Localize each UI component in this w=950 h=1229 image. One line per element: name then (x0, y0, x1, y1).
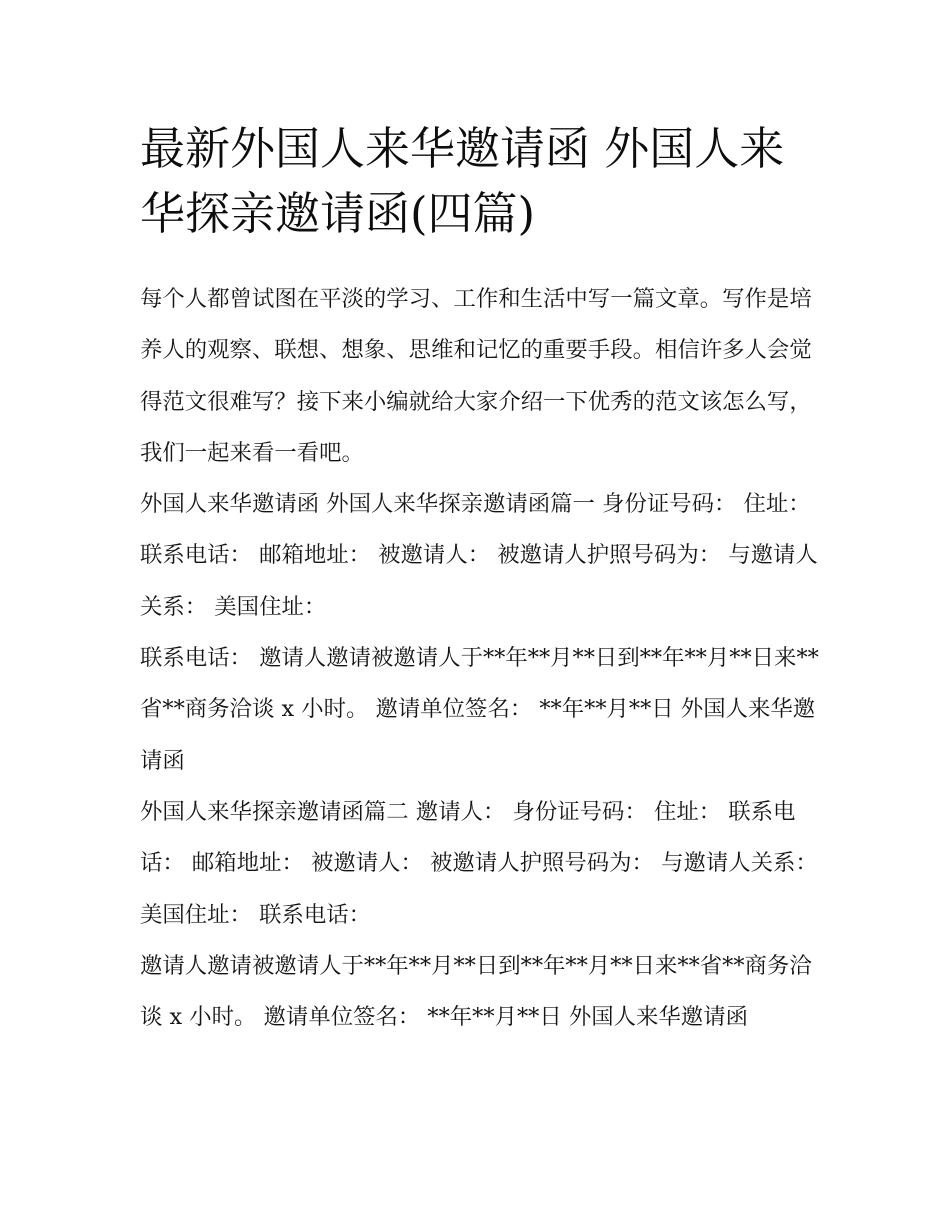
letter-two-paragraph: 外国人来华探亲邀请函篇二 邀请人： 身份证号码： 住址： 联系电话： 邮箱地址： 被邀请人： 被邀请人护照号码为： 与邀请人关系： 美国住址： 联系电话： (140, 798, 818, 928)
letter-one-paragraph: 外国人来华邀请函 外国人来华探亲邀请函篇一 身份证号码： 住址： 联系电话： 邮箱地址： 被邀请人： 被邀请人护照号码为： 与邀请人关系： 美国住址： (140, 491, 818, 620)
letter-two-body-paragraph: 邀请人邀请被邀请人于**年**月**日到**年**月**日来**省**商务洽谈 x 小时。 邀请单位签名： **年**月**日 外国人来华邀请函 (140, 952, 812, 1031)
letter-one-body-paragraph: 联系电话： 邀请人邀请被邀请人于**年**月**日到**年**月**日来**省**商务洽谈 x 小时。 邀请单位签名： **年**月**日 外国人来华邀请函 (140, 645, 819, 774)
document-body (140, 274, 820, 1043)
intro-paragraph: 每个人都曾试图在平淡的学习、工作和生活中写一篇文章。写作是培养人的观察、联想、想象、思维和记忆的重要手段。相信许多人会觉得范文很难写？接下来小编就给大家介绍一下优秀的范文该怎么写，我们一起来看一看吧。 (140, 286, 812, 466)
document-title: 最新外国人来华邀请函 外国人来华探亲邀请函(四篇) (140, 122, 785, 240)
